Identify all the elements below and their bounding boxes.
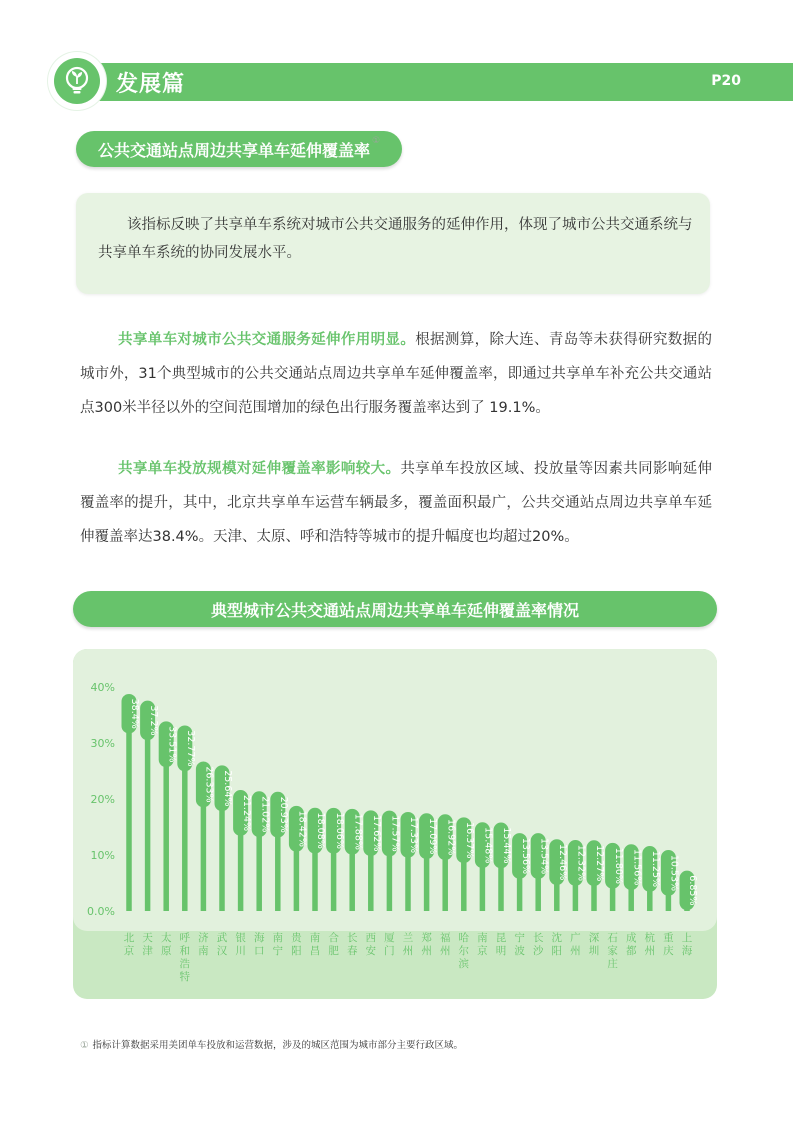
data-label: 18.08% [315, 812, 327, 849]
data-label: 38.4% [129, 698, 141, 729]
paragraph-2 [80, 452, 712, 554]
x-tick-label: 厦门 [384, 932, 395, 957]
data-label: 13.54% [538, 837, 550, 875]
x-tick-label: 海口 [253, 932, 265, 957]
data-label: 18.42% [296, 810, 308, 847]
data-label: 18.06% [333, 812, 345, 849]
data-label: 15.48% [482, 827, 494, 864]
x-tick-label: 深圳 [588, 932, 600, 957]
x-tick-label: 哈尔滨 [458, 932, 470, 970]
x-tick-label: 南昌 [309, 932, 321, 957]
data-label: 12.27% [594, 845, 606, 882]
chapter-title: 发展篇 [116, 72, 186, 97]
x-tick-label: 银川 [235, 932, 246, 957]
chart-title: 典型城市公共交通站点周边共享单车延伸覆盖率情况 [210, 600, 579, 620]
x-tick-label: 宁波 [514, 932, 525, 957]
data-label: 13.56% [519, 837, 531, 875]
x-tick-label: 贵阳 [291, 932, 302, 957]
data-label: 33.51% [166, 726, 178, 763]
data-label: 17.57% [389, 815, 401, 852]
data-label: 12.32% [575, 844, 587, 882]
y-tick-label: 40% [90, 681, 115, 694]
paragraph-2-text: 共享单车投放区域、投放量等因素共同影响延伸覆盖率的提升，其中，北京共享单车运营车辆最多，覆盖面积最广，公共交通站点周边共享单车延伸覆盖率达38.4%。天津、太原、呼和浩特等城市的提升幅度也均超过20%。 [80, 461, 713, 545]
data-label: 6.85% [687, 875, 699, 906]
data-label: 32.77% [185, 730, 196, 767]
x-tick-label: 南宁 [272, 932, 284, 957]
data-label: 12.46% [557, 844, 568, 881]
bar-chart [73, 649, 717, 999]
logo-badge [48, 52, 106, 110]
footnote-text: 指标计算数据采用美团单车投放和运营数据，涉及的城区范围为城市部分主要行政区域。 [92, 1040, 464, 1051]
x-tick-label: 杭州 [644, 932, 656, 957]
section-heading [76, 131, 402, 167]
x-tick-label: 南京 [477, 932, 488, 957]
paragraph-2-highlight: 共享单车投放规模对延伸覆盖率影响较大。 [118, 461, 401, 477]
x-tick-label: 济南 [198, 932, 209, 957]
section-title: 公共交通站点周边共享单车延伸覆盖率 [98, 140, 371, 160]
x-tick-label: 福州 [439, 932, 451, 957]
description-text: 该指标反映了共享单车系统对城市公共交通服务的延伸作用，体现了城市公共交通系统与共享单车系统的协同发展水平。 [98, 217, 693, 261]
description-box [76, 193, 710, 294]
x-tick-label: 昆明 [495, 932, 507, 957]
x-tick-label: 呼和浩特 [179, 932, 191, 983]
x-tick-label: 广州 [570, 932, 581, 957]
x-tick-label: 合肥 [328, 932, 339, 957]
x-tick-label: 长沙 [532, 932, 544, 957]
data-label: 11.25% [650, 850, 661, 888]
x-tick-label: 北京 [123, 932, 135, 957]
logo-inner [54, 58, 100, 104]
x-tick-label: 郑州 [421, 932, 432, 957]
x-tick-label: 西安 [365, 932, 377, 957]
x-tick-label: 太原 [160, 932, 172, 957]
data-label: 25.64% [222, 770, 234, 807]
x-tick-label: 石家庄 [607, 932, 618, 970]
footnote-mark: ① [80, 1040, 89, 1051]
y-tick-label: 20% [90, 793, 115, 806]
data-label: 37.2% [147, 705, 159, 736]
data-label: 21.24% [240, 794, 252, 832]
data-label: 17.62% [371, 815, 382, 852]
x-tick-label: 武汉 [216, 932, 228, 957]
data-label: 11.56% [631, 849, 643, 886]
data-label: 17.09% [426, 818, 438, 855]
paragraph-1-highlight: 共享单车对城市公共交通服务延伸作用明显。 [118, 332, 416, 348]
data-label: 11.80% [612, 847, 624, 884]
footnote-ref: ① [372, 136, 381, 146]
x-tick-label: 长春 [346, 932, 358, 957]
data-label: 15.44% [501, 827, 513, 864]
data-label: 17.33% [408, 816, 420, 853]
y-tick-label: 30% [90, 737, 115, 750]
data-label: 20.93% [278, 796, 289, 833]
x-tick-label: 成都 [625, 932, 637, 957]
lightbulb-sprout-icon [54, 58, 100, 104]
paragraph-1-text: 根据测算，除大连、青岛等未获得研究数据的城市外，31个典型城市的公共交通站点周边共享单车延伸覆盖率，即通过共享单车补充公共交通站点300米半径以外的空间范围增加的绿色出行服务覆盖率达到了 19.1%。 [80, 332, 713, 416]
data-label: 16.92% [445, 819, 457, 856]
data-label: 26.33% [203, 766, 215, 803]
chart-panel [73, 649, 717, 999]
page-number: P20 [711, 73, 741, 89]
x-tick-label: 上海 [681, 932, 693, 957]
data-label: 21.02% [259, 796, 271, 833]
y-tick-label: 0.0% [87, 905, 115, 918]
paragraph-1 [80, 323, 712, 425]
x-tick-label: 天津 [142, 932, 153, 957]
x-tick-label: 重庆 [663, 932, 674, 957]
data-label: 16.37% [464, 822, 475, 859]
x-tick-label: 兰州 [402, 932, 414, 957]
footnote [80, 1037, 463, 1051]
data-label: 10.53% [668, 854, 680, 892]
chart-title-bar [73, 591, 717, 627]
data-label: 17.88% [352, 813, 364, 850]
y-tick-label: 10% [90, 849, 115, 862]
x-tick-label: 沈阳 [551, 932, 563, 957]
